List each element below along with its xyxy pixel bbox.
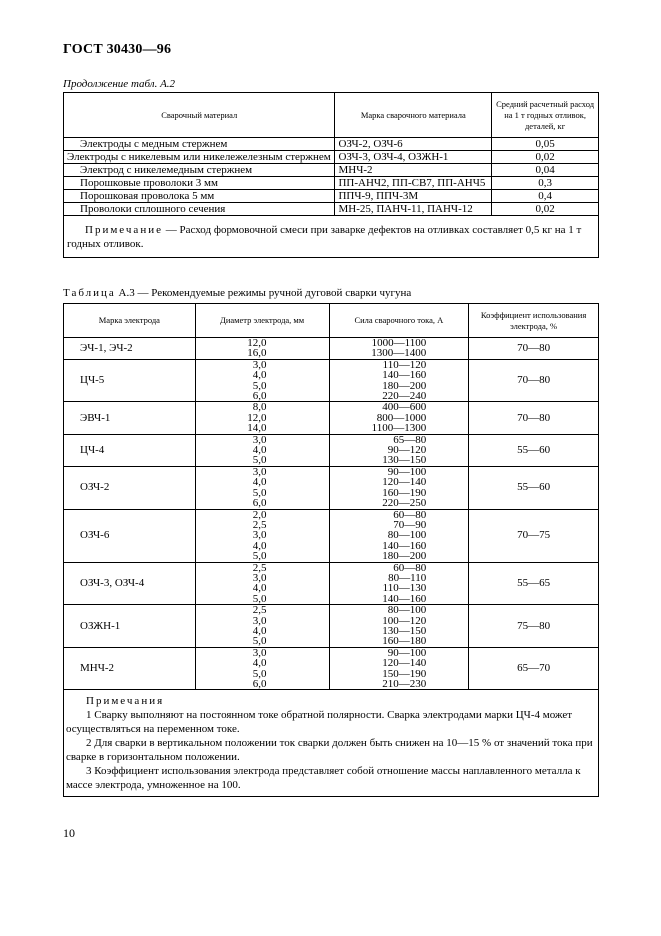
note-item: 1 Сварку выполняют на постоянном токе обратной полярности. Сварка электродами марки ЦЧ-4 может осуществляться на переменном токе. — [66, 709, 573, 736]
diameter-cell: 2,5 3,0 4,0 5,0 — [195, 605, 329, 648]
diameter-cell: 3,0 4,0 5,0 6,0 — [195, 359, 329, 402]
column-header: Марка сварочного материала — [335, 93, 492, 138]
current-cell: 1000—1100 1300—1400 — [329, 338, 469, 360]
coefficient-cell: 70—80 — [469, 359, 599, 402]
table-row — [64, 164, 599, 177]
table-row — [64, 203, 599, 216]
caption-text: А.3 — Рекомендуемые режимы ручной дуговой сварки чугуна — [115, 287, 412, 299]
electrode-brand-cell: ОЗЧ-3, ОЗЧ-4 — [64, 562, 196, 605]
electrode-brand-cell: МНЧ-2 — [64, 647, 196, 690]
table-header-row — [64, 304, 599, 338]
note-label: Примечание — [85, 224, 163, 236]
brand-cell: ППЧ-9, ППЧ-3М — [335, 190, 492, 203]
table-row — [64, 177, 599, 190]
coefficient-cell: 65—70 — [469, 647, 599, 690]
column-header: Сила сварочного тока, А — [329, 304, 469, 338]
brand-cell: ОЗЧ-2, ОЗЧ-6 — [335, 138, 492, 151]
welding-modes-table — [63, 303, 599, 797]
material-cell: Электрод с никелемедным стержнем — [64, 164, 335, 177]
table-row — [64, 190, 599, 203]
consumption-cell: 0,02 — [492, 151, 599, 164]
consumption-cell: 0,3 — [492, 177, 599, 190]
consumption-cell: 0,05 — [492, 138, 599, 151]
current-cell: 90—100 120—140 160—190 220—250 — [329, 466, 469, 509]
material-cell: Порошковые проволоки 3 мм — [64, 177, 335, 190]
coefficient-cell: 70—80 — [469, 402, 599, 434]
material-cell: Электроды с медным стержнем — [64, 138, 335, 151]
diameter-cell: 3,0 4,0 5,0 — [195, 434, 329, 466]
column-header: Сварочный материал — [64, 93, 335, 138]
table-note-row — [64, 216, 599, 258]
column-header: Коэффициент использования электрода, % — [469, 304, 599, 338]
table-continuation-label: Продолжение табл. А.2 — [63, 78, 176, 90]
table-row — [64, 647, 599, 690]
column-header: Средний расчетный расход на 1 т годных отливок, деталей, кг — [492, 93, 599, 138]
table-header-row — [64, 93, 599, 138]
table-row — [64, 138, 599, 151]
electrode-brand-cell: ОЗЖН-1 — [64, 605, 196, 648]
caption-label: Таблица — [63, 287, 116, 299]
material-cell: Электроды с никелевым или никележелезным стержнем — [64, 151, 335, 164]
material-cell: Порошковая проволока 5 мм — [64, 190, 335, 203]
table-row — [64, 466, 599, 509]
table-row — [64, 434, 599, 466]
table-notes — [64, 690, 599, 797]
electrode-brand-cell: ЦЧ-4 — [64, 434, 196, 466]
table-row — [64, 402, 599, 434]
diameter-cell: 2,0 2,5 3,0 4,0 5,0 — [195, 509, 329, 562]
coefficient-cell: 55—60 — [469, 466, 599, 509]
consumption-cell: 0,4 — [492, 190, 599, 203]
table-caption — [63, 287, 411, 299]
table-row — [64, 359, 599, 402]
note-item: 2 Для сварки в вертикальном положении ток сварки должен быть снижен на 10—15 % от значений тока при сварке в горизонтальном положении. — [66, 737, 593, 764]
coefficient-cell: 70—75 — [469, 509, 599, 562]
electrode-brand-cell: ОЗЧ-2 — [64, 466, 196, 509]
table-row — [64, 338, 599, 360]
current-cell: 60—80 80—110 110—130 140—160 — [329, 562, 469, 605]
consumption-cell: 0,02 — [492, 203, 599, 216]
brand-cell: МН-25, ПАНЧ-11, ПАНЧ-12 — [335, 203, 492, 216]
coefficient-cell: 75—80 — [469, 605, 599, 648]
table-row — [64, 151, 599, 164]
diameter-cell: 3,0 4,0 5,0 6,0 — [195, 466, 329, 509]
materials-table — [63, 92, 599, 258]
table-notes-row — [64, 690, 599, 797]
diameter-cell: 2,5 3,0 4,0 5,0 — [195, 562, 329, 605]
current-cell: 80—100 100—120 130—150 160—180 — [329, 605, 469, 648]
table-row — [64, 562, 599, 605]
material-cell: Проволоки сплошного сечения — [64, 203, 335, 216]
table-row — [64, 509, 599, 562]
brand-cell: МНЧ-2 — [335, 164, 492, 177]
page-number: 10 — [63, 826, 75, 840]
current-cell: 60—80 70—90 80—100 140—160 180—200 — [329, 509, 469, 562]
coefficient-cell: 70—80 — [469, 338, 599, 360]
table-row — [64, 605, 599, 648]
coefficient-cell: 55—60 — [469, 434, 599, 466]
electrode-brand-cell: ЦЧ-5 — [64, 359, 196, 402]
brand-cell: ОЗЧ-3, ОЗЧ-4, ОЗЖН-1 — [335, 151, 492, 164]
note-text: — Расход формовочной смеси при заварке дефектов на отливках составляет 0,5 кг на 1 т годных отливок. — [67, 224, 582, 250]
current-cell: 65—80 90—120 130—150 — [329, 434, 469, 466]
coefficient-cell: 55—65 — [469, 562, 599, 605]
notes-label: Примечания — [86, 695, 165, 708]
diameter-cell: 8,0 12,0 14,0 — [195, 402, 329, 434]
column-header: Диаметр электрода, мм — [195, 304, 329, 338]
table-note — [64, 216, 599, 258]
diameter-cell: 3,0 4,0 5,0 6,0 — [195, 647, 329, 690]
electrode-brand-cell: ЭВЧ-1 — [64, 402, 196, 434]
current-cell: 400—600 800—1000 1100—1300 — [329, 402, 469, 434]
electrode-brand-cell: ОЗЧ-6 — [64, 509, 196, 562]
column-header: Марка электрода — [64, 304, 196, 338]
current-cell: 90—100 120—140 150—190 210—230 — [329, 647, 469, 690]
electrode-brand-cell: ЭЧ-1, ЭЧ-2 — [64, 338, 196, 360]
diameter-cell: 12,0 16,0 — [195, 338, 329, 360]
consumption-cell: 0,04 — [492, 164, 599, 177]
note-item: 3 Коэффициент использования электрода представляет собой отношение массы наплавленного металла к массе электрода, умноженное на 100. — [66, 765, 581, 792]
brand-cell: ПП-АНЧ2, ПП-СВ7, ПП-АНЧ5 — [335, 177, 492, 190]
current-cell: 110—120 140—160 180—200 220—240 — [329, 359, 469, 402]
document-title: ГОСТ 30430—96 — [63, 42, 172, 57]
